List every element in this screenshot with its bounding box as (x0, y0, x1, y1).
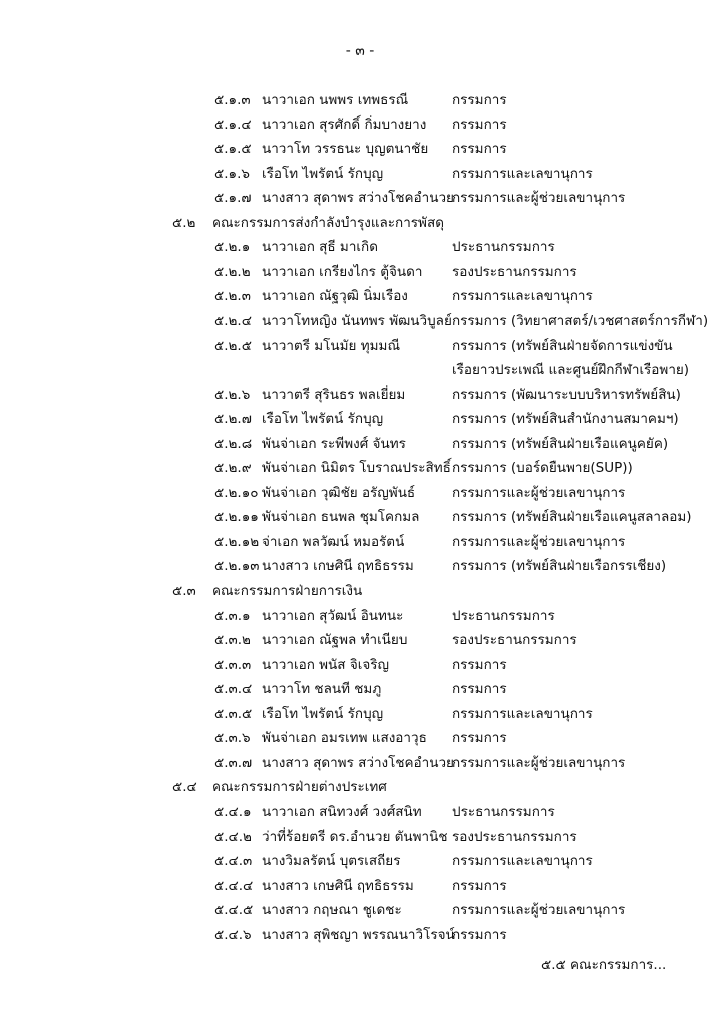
member-row (0, 284, 720, 308)
member-name: จ่าเอก พลวัฒน์ หมอรัตน์ (262, 533, 405, 550)
member-role: กรรมการและผู้ช่วยเลขานุการ (452, 484, 626, 501)
member-name: นางสาว สุดาพร สว่างโชคอำนวย (262, 190, 454, 207)
role-continuation (0, 358, 720, 382)
member-role: ประธานกรรมการ (452, 239, 555, 256)
member-number: ๕.๑.๕ (214, 141, 252, 158)
member-row (0, 186, 720, 210)
member-number: ๕.๒.๑๒ (214, 533, 260, 550)
member-row (0, 113, 720, 137)
member-role: กรรมการ (452, 141, 507, 158)
member-role: กรรมการ (พัฒนาระบบบริหารทรัพย์สิน) (452, 386, 681, 403)
member-role: กรรมการและเลขานุการ (452, 165, 593, 182)
member-number: ๕.๔.๖ (214, 926, 252, 943)
member-name: นางสาว สุดาพร สว่างโชคอำนวย (262, 754, 454, 771)
member-row (0, 162, 720, 186)
member-name: เรือโท ไพรัตน์ รักบุญ (262, 165, 384, 182)
member-number: ๕.๒.๔ (214, 312, 252, 329)
member-name: นาวาเอก พนัส จิเจริญ (262, 656, 390, 673)
member-row (0, 898, 720, 922)
member-role: กรรมการและผู้ช่วยเลขานุการ (452, 533, 626, 550)
member-role: กรรมการ (452, 92, 507, 108)
member-role: กรรมการ (ทรัพย์สินสำนักงานสมาคมฯ) (452, 411, 679, 428)
member-number: ๕.๓.๕ (214, 705, 253, 722)
member-role: กรรมการ (ทรัพย์สินฝ่ายเรือแคนูสลาลอม) (452, 509, 692, 526)
member-row (0, 653, 720, 677)
member-name: นาวาเอก ณัฐวุฒิ นิ่มเรือง (262, 288, 408, 305)
member-row (0, 677, 720, 701)
member-row (0, 923, 720, 947)
member-row (0, 530, 720, 554)
section-title: คณะกรรมการฝ่ายการเงิน (212, 583, 363, 599)
member-number: ๕.๓.๖ (214, 730, 251, 747)
member-role: กรรมการ (วิทยาศาสตร์/เวชศาสตร์การกีฬา) (452, 312, 709, 329)
member-row (0, 505, 720, 529)
member-name: นาวาเอก สนิทวงศ์ วงศ์สนิท (262, 803, 422, 820)
member-row (0, 137, 720, 161)
member-row (0, 554, 720, 578)
member-number: ๕.๒.๑๓ (214, 558, 260, 575)
member-name: นาวาตรี มโนมัย ทุมมณี (262, 337, 400, 354)
member-row (0, 628, 720, 652)
member-row (0, 481, 720, 505)
section-number: ๕.๔ (172, 779, 197, 796)
member-name: พันจ่าเอก อมรเทพ แสงอาวุธ (262, 730, 427, 747)
member-role: กรรมการและผู้ช่วยเลขานุการ (452, 902, 626, 919)
member-name: นางสาว สุพิชญา พรรณนาวิโรจน์ (262, 926, 455, 943)
member-row (0, 456, 720, 480)
member-role: กรรมการ (452, 926, 507, 943)
continuation-text: ๕.๕ คณะกรรมการ... (541, 957, 667, 973)
member-number: ๕.๑.๗ (214, 190, 252, 207)
member-name: นาวาโทหญิง นันทพร พัฒนวิบูลย์ (262, 312, 452, 329)
member-number: ๕.๒.๗ (214, 411, 252, 428)
member-number: ๕.๓.๓ (214, 656, 252, 673)
member-role: กรรมการ (บอร์ดยืนพาย(SUP)) (452, 460, 633, 477)
section-heading (0, 579, 720, 603)
member-name: เรือโท ไพรัตน์ รักบุญ (262, 705, 384, 722)
member-name: พันจ่าเอก ระพีพงศ์ จันทร (262, 435, 406, 452)
member-row (0, 751, 720, 775)
member-role: กรรมการและผู้ช่วยเลขานุการ (452, 190, 626, 207)
member-number: ๕.๒.๒ (214, 263, 251, 280)
member-number: ๕.๓.๒ (214, 632, 251, 649)
member-number: ๕.๒.๓ (214, 288, 251, 305)
member-number: ๕.๓.๗ (214, 754, 253, 771)
member-role: ประธานกรรมการ (452, 803, 555, 820)
member-row (0, 825, 720, 849)
section-heading (0, 211, 720, 235)
member-row (0, 260, 720, 284)
member-number: ๕.๒.๑๑ (214, 509, 259, 526)
member-role: กรรมการ (452, 656, 507, 673)
member-number: ๕.๒.๘ (214, 435, 253, 452)
member-row (0, 849, 720, 873)
member-number: ๕.๑.๖ (214, 165, 250, 182)
member-number: ๕.๑.๔ (214, 116, 252, 133)
member-name: นาวาเอก นพพร เทพธรณี (262, 92, 409, 108)
member-name: นางสาว กฤษณา ชูเดชะ (262, 902, 402, 919)
member-role: ประธานกรรมการ (452, 607, 555, 624)
page-number: - ๓ - (345, 43, 375, 59)
member-number: ๕.๓.๑ (214, 607, 251, 624)
member-row (0, 702, 720, 726)
member-number: ๕.๑.๓ (214, 92, 251, 108)
member-name: นาวาเอก สุรศักดิ์ กิ่มบางยาง (262, 116, 427, 133)
member-name: นาวาเอก สุธี มาเกิด (262, 239, 378, 256)
member-role: กรรมการและเลขานุการ (452, 705, 593, 722)
member-number: ๕.๒.๙ (214, 460, 252, 477)
member-role: กรรมการ (ทรัพย์สินฝ่ายจัดการแข่งขัน (452, 337, 673, 354)
member-role: กรรมการและเลขานุการ (452, 853, 593, 870)
member-row (0, 874, 720, 898)
section-title: คณะกรรมการฝ่ายต่างประเทศ (212, 779, 387, 796)
member-name: พันจ่าเอก วุฒิชัย อรัญพันธ์ (262, 484, 416, 501)
member-row (0, 407, 720, 431)
member-number: ๕.๒.๑๐ (214, 484, 259, 501)
member-number: ๕.๔.๕ (214, 902, 254, 919)
member-name: นางวิมลรัตน์ บุตรเสถียร (262, 853, 401, 870)
section-title: คณะกรรมการส่งกำลังบำรุงและการพัสดุ (212, 214, 444, 231)
section-number: ๕.๒ (172, 214, 196, 231)
member-name: พันจ่าเอก ธนพล ชุมโคกมล (262, 509, 420, 526)
member-number: ๕.๒.๕ (214, 337, 252, 354)
member-row (0, 334, 720, 358)
member-number: ๕.๔.๓ (214, 853, 253, 870)
member-role: รองประธานกรรมการ (452, 632, 577, 649)
member-role: กรรมการและผู้ช่วยเลขานุการ (452, 754, 626, 771)
member-role: กรรมการ (452, 681, 507, 698)
member-role: กรรมการ (ทรัพย์สินฝ่ายเรือแคนูคยัค) (452, 435, 669, 452)
section-heading (0, 775, 720, 799)
member-name: นาวาตรี สุรินธร พลเยี่ยม (262, 386, 406, 403)
member-name: นาวาโท ชลนที ชมภู (262, 681, 382, 698)
member-role: กรรมการ (452, 877, 507, 894)
member-row (0, 88, 720, 112)
member-number: ๕.๒.๑ (214, 239, 251, 256)
member-number: ๕.๓.๔ (214, 681, 253, 698)
member-name: นาวาโท วรรธนะ บุญตนาชัย (262, 141, 429, 158)
member-row (0, 309, 720, 333)
member-role: รองประธานกรรมการ (452, 263, 577, 280)
member-number: ๕.๔.๑ (214, 803, 252, 820)
member-number: ๕.๒.๖ (214, 386, 251, 403)
member-role: กรรมการ (452, 116, 507, 133)
member-role: กรรมการ (452, 730, 507, 747)
section-number: ๕.๓ (172, 583, 196, 599)
member-row (0, 726, 720, 750)
member-name: นาวาเอก ณัฐพล ทำเนียบ (262, 632, 408, 649)
member-row (0, 235, 720, 259)
member-name: พันจ่าเอก นิมิตร โบราณประสิทธิ์ (262, 460, 451, 477)
member-role: กรรมการ (ทรัพย์สินฝ่ายเรือกรรเชียง) (452, 558, 667, 575)
member-role: รองประธานกรรมการ (452, 828, 577, 845)
member-number: ๕.๔.๒ (214, 828, 252, 845)
member-number: ๕.๔.๔ (214, 877, 254, 894)
member-row (0, 383, 720, 407)
member-name: นาวาเอก เกรียงไกร ตู้จินดา (262, 263, 423, 280)
member-name: นาวาเอก สุวัฒน์ อินทนะ (262, 607, 404, 624)
member-name: นางสาว เกษศินี ฤทธิธรรม (262, 558, 414, 575)
member-name: ว่าที่ร้อยตรี ดร.อำนวย ตันพานิช (262, 828, 448, 845)
member-row (0, 800, 720, 824)
member-role: กรรมการและเลขานุการ (452, 288, 593, 305)
role-continuation-text: เรือยาวประเพณี และศูนย์ฝึกกีฬาเรือพาย) (452, 362, 690, 379)
member-row (0, 604, 720, 628)
member-name: นางสาว เกษศินี ฤทธิธรรม (262, 877, 414, 894)
member-name: เรือโท ไพรัตน์ รักบุญ (262, 411, 384, 428)
member-row (0, 432, 720, 456)
